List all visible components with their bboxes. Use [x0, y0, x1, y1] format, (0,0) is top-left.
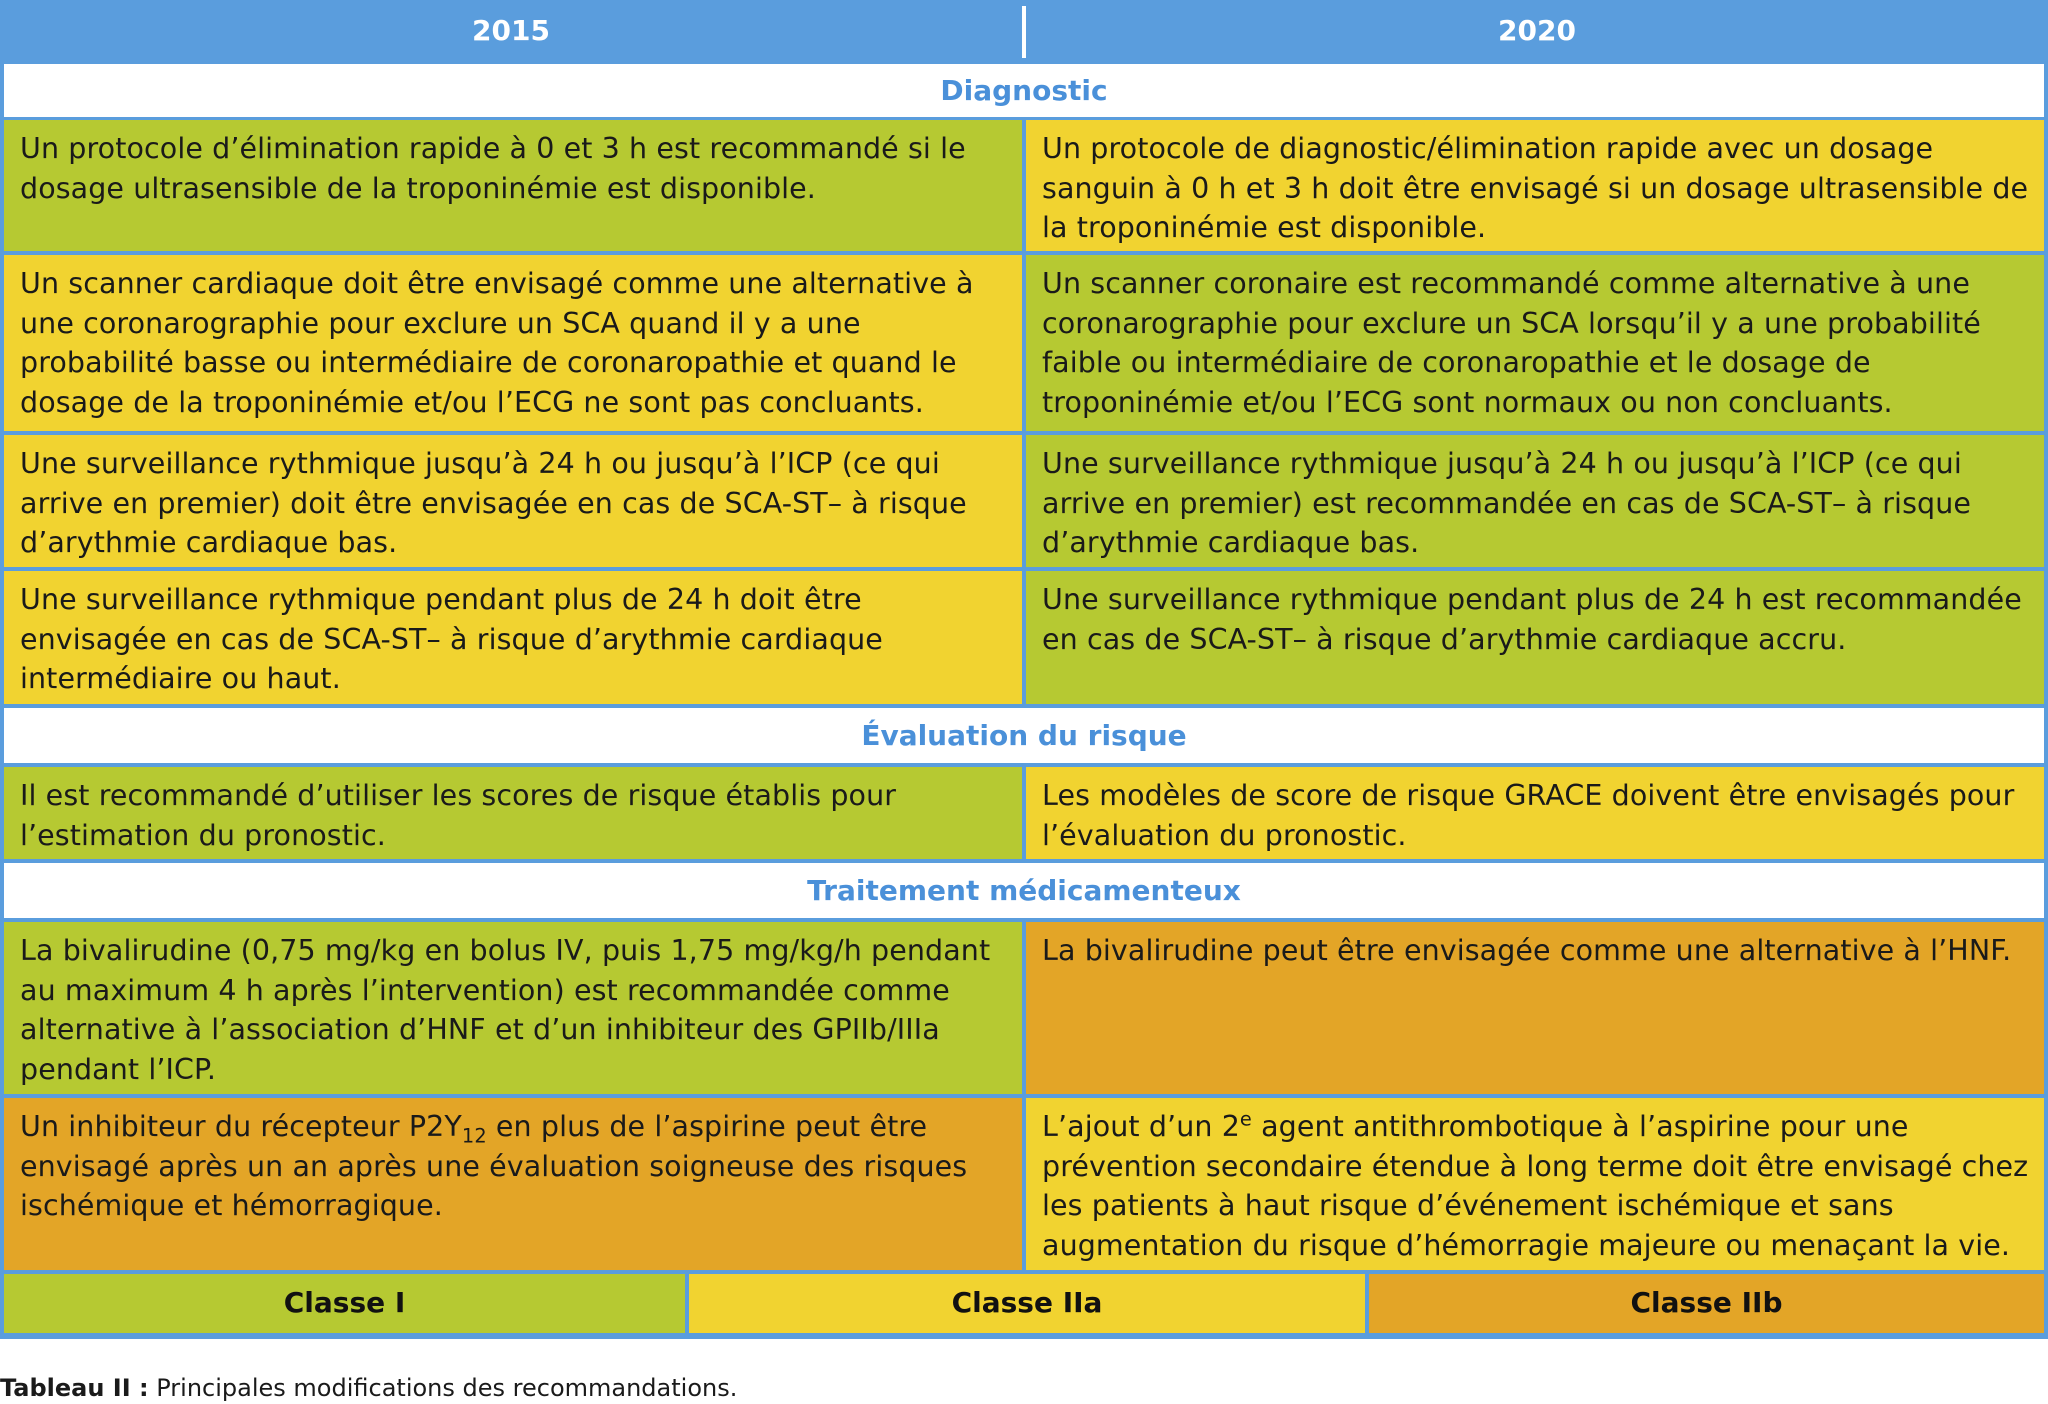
row-2-2020: Un scanner coronaire est recommandé comme alternative à une coronarographie pour exclure un SCA lorsqu’il y a une probabilité faible ou intermédiaire de coronaropathie et le dosage de troponinémie et/ou l’ECG sont normaux ou non concluants. — [1026, 255, 2044, 431]
row-5-2020: Les modèles de score de risque GRACE doivent être envisagés pour l’évaluation du pronostic. — [1026, 767, 2044, 859]
legend-classe-i: Classe I — [4, 1274, 685, 1333]
section-traitement: Traitement médicamenteux — [4, 863, 2044, 918]
section-diagnostic: Diagnostic — [4, 64, 2044, 117]
row-7-2015: Un inhibiteur du récepteur $P2Y_{12}$ en plus de l’aspirine peut être envisagé après un an après une évaluation soigneuse des risques ischémique et hémorragique. — [4, 1098, 1022, 1270]
row-1-2020: Un protocole de diagnostic/élimination rapide avec un dosage sanguin à 0 h et 3 h doit être envisagé si un dosage ultrasensible de la troponinémie est disponible. — [1026, 120, 2044, 251]
caption-text: Principales modifications des recommandations. — [156, 1374, 738, 1402]
row-3-2015: Une surveillance rythmique jusqu’à 24 h ou jusqu’à l’ICP (ce qui arrive en premier) doit être envisagée en cas de SCA-ST– à risque d’arythmie cardiaque bas. — [4, 435, 1022, 567]
row-3-2020: Une surveillance rythmique jusqu’à 24 h ou jusqu’à l’ICP (ce qui arrive en premier) est recommandée en cas de SCA-ST– à risque d’arythmie cardiaque bas. — [1026, 435, 2044, 567]
row-1-2015: Un protocole d’élimination rapide à 0 et 3 h est recommandé si le dosage ultrasensible de la troponinémie est disponible. — [4, 120, 1022, 251]
header-2020: 2020 — [1498, 14, 1576, 47]
header-2015: 2015 — [472, 14, 550, 47]
row-7-2020: L’ajout d’un 2e agent antithrombotique à l’aspirine pour une prévention secondaire étendue à long terme doit être envisagé chez les patients à haut risque d’événement ischémique et sans augmentation du risque d’hémorragie majeure ou menaçant la vie. — [1026, 1098, 2044, 1270]
legend-classe-iib: Classe IIb — [1369, 1274, 2044, 1333]
legend-classe-iia: Classe IIa — [689, 1274, 1365, 1333]
row-2-2015: Un scanner cardiaque doit être envisagé comme une alternative à une coronarographie pour exclure un SCA quand il y a une probabilité basse ou intermédiaire de coronaropathie et quand le dosage de la troponinémie et/ou l’ECG ne sont pas concluants. — [4, 255, 1022, 431]
section-evaluation: Évaluation du risque — [4, 708, 2044, 763]
caption-label: Tableau II : — [0, 1374, 149, 1402]
row-5-2015: Il est recommandé d’utiliser les scores de risque établis pour l’estimation du pronostic. — [4, 767, 1022, 859]
row-6-2015: La bivalirudine (0,75 mg/kg en bolus IV, puis 1,75 mg/kg/h pendant au maximum 4 h après l’intervention) est recommandée comme alternative à l’association d’HNF et d’un inhibiteur des GPIIb/IIIa pendant l’ICP. — [4, 922, 1022, 1094]
row-6-2020: La bivalirudine peut être envisagée comme une alternative à l’HNF. — [1026, 922, 2044, 1094]
table-caption — [0, 1373, 737, 1403]
row-4-2020: Une surveillance rythmique pendant plus de 24 h est recommandée en cas de SCA-ST– à risque d’arythmie cardiaque accru. — [1026, 571, 2044, 704]
row-4-2015: Une surveillance rythmique pendant plus de 24 h doit être envisagée en cas de SCA-ST– à risque d’arythmie cardiaque intermédiaire ou haut. — [4, 571, 1022, 704]
